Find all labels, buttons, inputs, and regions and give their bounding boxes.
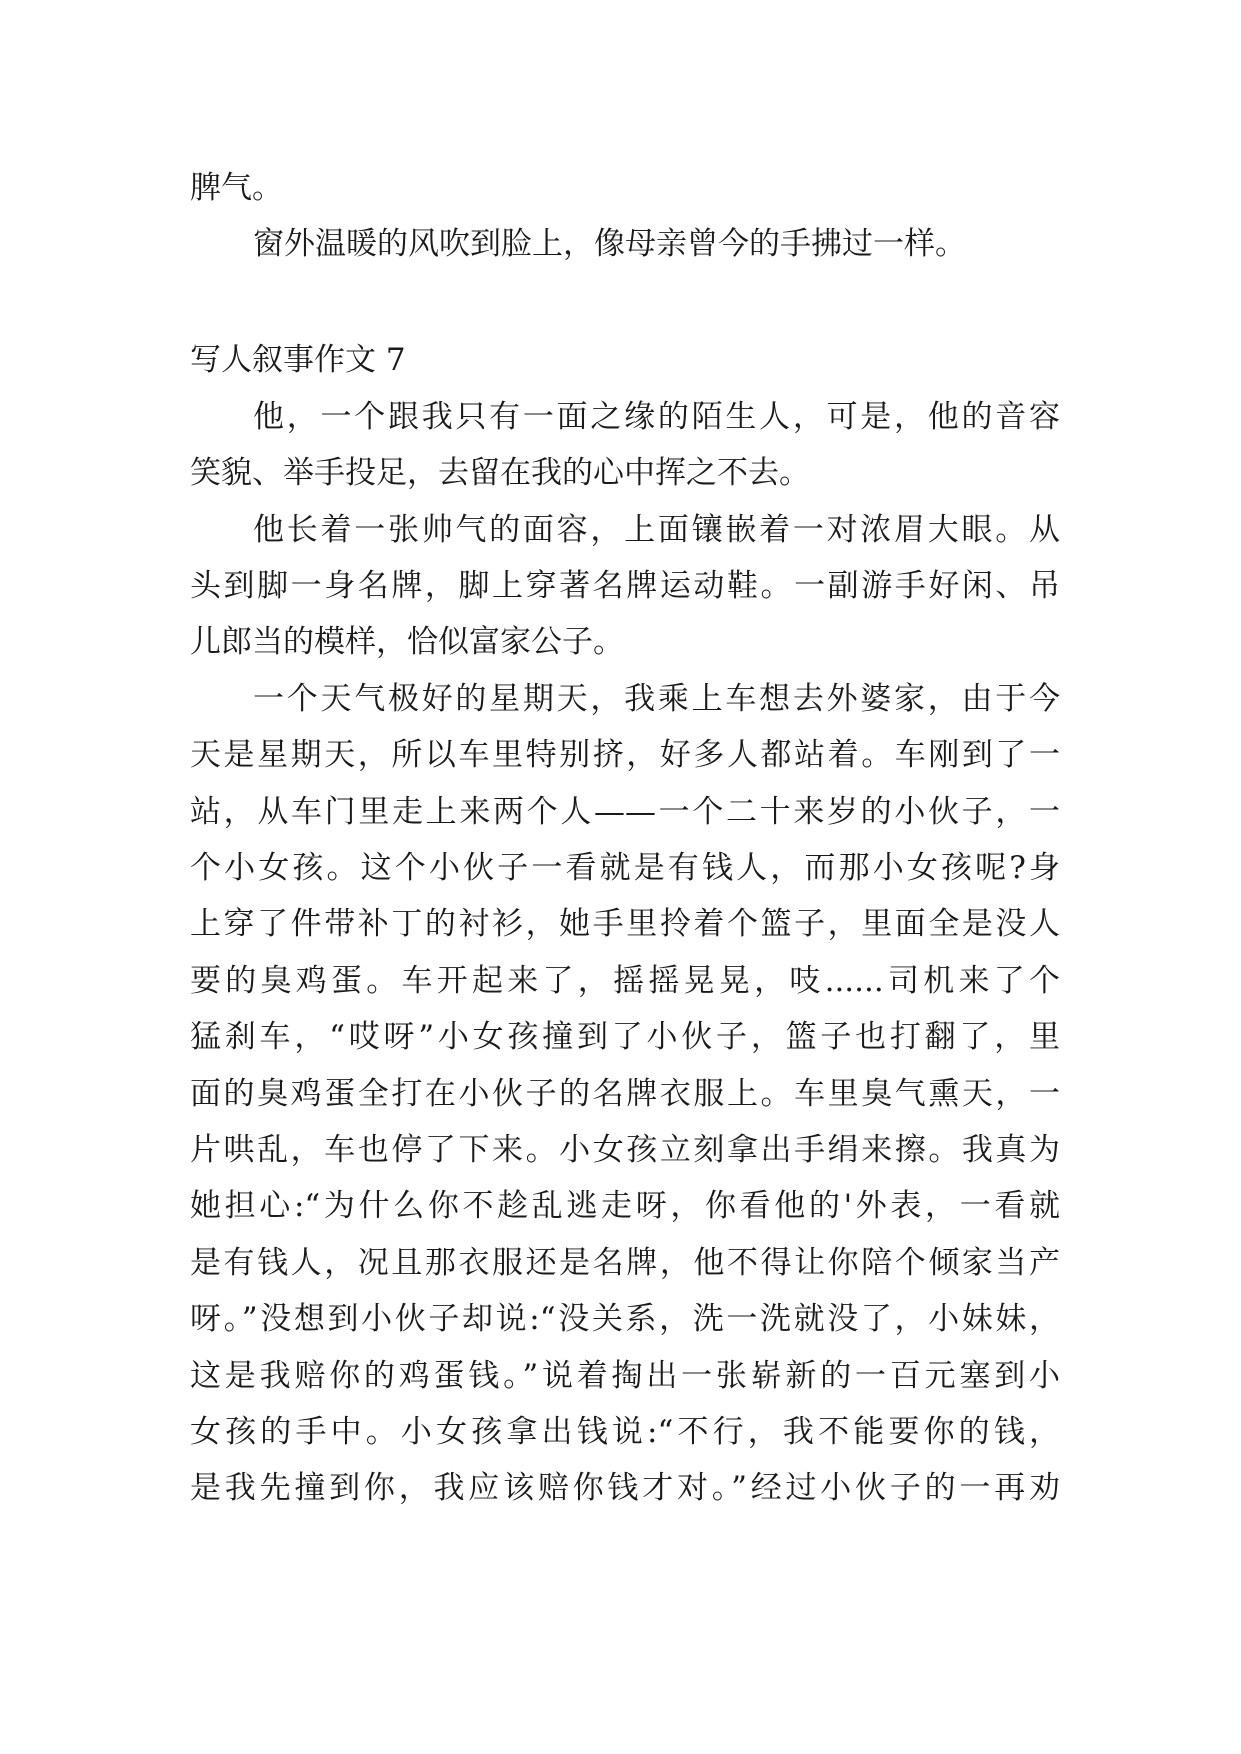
paragraph-line: 他长着一张帅气的面容，上面镶嵌着一对浓眉大眼。从 xyxy=(253,512,1060,548)
paragraph-line: 片哄乱，车也停了下来。小女孩立刻拿出手绢来擦。我真为 xyxy=(190,1132,1060,1168)
paragraph-line: 窗外温暖的风吹到脸上，像母亲曾今的手拂过一样。 xyxy=(253,226,966,262)
paragraph-line: 要的臭鸡蛋。车开起来了，摇摇晃晃，吱......司机来了个 xyxy=(190,963,1060,999)
paragraph-line: 这是我赔你的鸡蛋钱。”说着掏出一张崭新的一百元塞到小 xyxy=(190,1358,1060,1394)
paragraph-line: 呀。”没想到小伙子却说:“没关系，洗一洗就没了，小妹妹， xyxy=(190,1301,1060,1337)
paragraph-line: 站，从车门里走上来两个人——一个二十来岁的小伙子，一 xyxy=(190,794,1060,830)
paragraph-line: 天是星期天，所以车里特别挤，好多人都站着。车刚到了一 xyxy=(190,737,1060,773)
paragraph-line: 儿郎当的模样，恰似富家公子。 xyxy=(190,624,624,660)
paragraph-line: 上穿了件带补丁的衬衫，她手里拎着个篮子，里面全是没人 xyxy=(190,906,1060,942)
paragraph-line: 女孩的手中。小女孩拿出钱说:“不行，我不能要你的钱， xyxy=(190,1414,1060,1450)
paragraph-line: 是有钱人，况且那衣服还是名牌，他不得让你陪个倾家当产 xyxy=(190,1245,1060,1281)
paragraph-line: 笑貌、举手投足，去留在我的心中挥之不去。 xyxy=(190,455,810,491)
paragraph-line: 脾气。 xyxy=(190,170,283,206)
paragraph-line: 猛刹车，“哎呀”小女孩撞到了小伙子，篮子也打翻了，里 xyxy=(190,1019,1060,1055)
paragraph-line: 是我先撞到你，我应该赔你钱才对。”经过小伙子的一再劝 xyxy=(190,1470,1060,1506)
paragraph-line: 个小女孩。这个小伙子一看就是有钱人，而那小女孩呢?身 xyxy=(190,850,1060,886)
paragraph-line: 她担心:“为什么你不趁乱逃走呀，你看他的'外表，一看就 xyxy=(190,1188,1060,1224)
section-title: 写人叙事作文 7 xyxy=(190,342,406,378)
paragraph-line: 头到脚一身名牌，脚上穿著名牌运动鞋。一副游手好闲、吊 xyxy=(190,568,1060,604)
paragraph-line: 一个天气极好的星期天，我乘上车想去外婆家，由于今 xyxy=(253,681,1060,717)
paragraph-line: 面的臭鸡蛋全打在小伙子的名牌衣服上。车里臭气熏天，一 xyxy=(190,1076,1060,1112)
paragraph-line: 他，一个跟我只有一面之缘的陌生人，可是，他的音容 xyxy=(253,399,1060,435)
